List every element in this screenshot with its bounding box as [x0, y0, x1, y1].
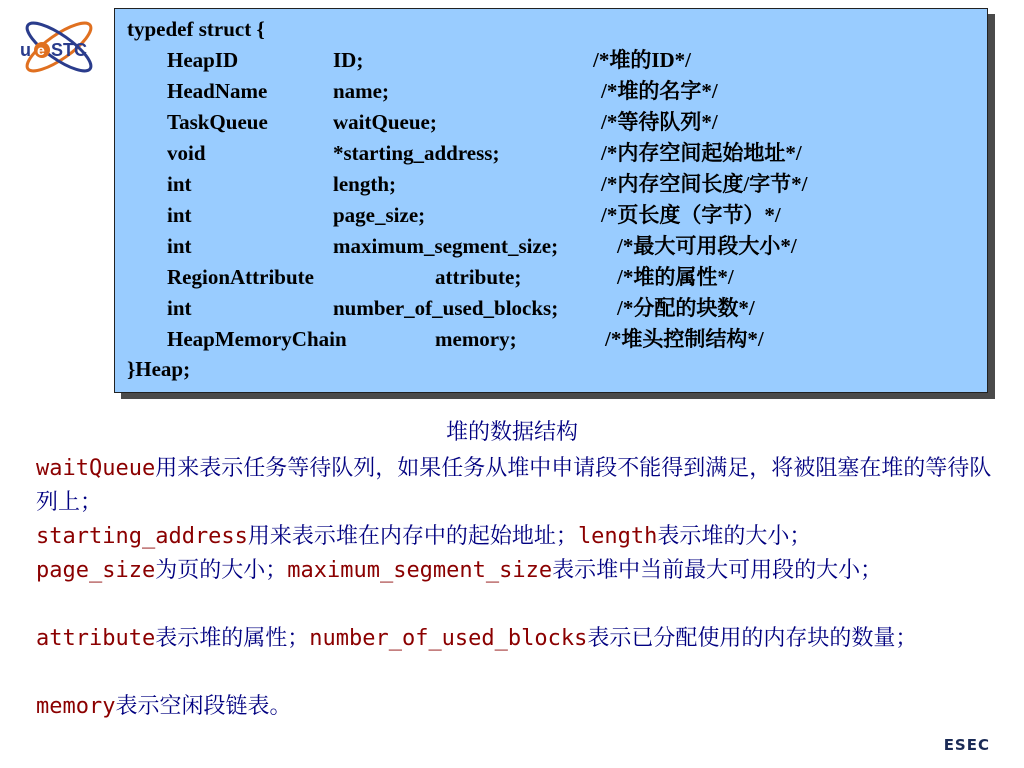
- code-row: [115, 108, 985, 136]
- keyword: number_of_used_blocks: [309, 626, 588, 651]
- description-text: 用来表示堆在内存中的起始地址；: [247, 524, 578, 549]
- keyword: starting_address: [36, 524, 248, 549]
- description-text: 表示堆的大小；: [657, 524, 812, 549]
- code-close-line: }Heap;: [127, 357, 191, 381]
- code-comment: /*内存空间长度/字节*/: [601, 172, 808, 196]
- svg-text:e: e: [37, 42, 45, 58]
- code-comment: /*最大可用段大小*/: [617, 234, 797, 258]
- para-memory: [36, 690, 1006, 724]
- code-name: page_size;: [333, 203, 426, 227]
- code-name: *starting_address;: [333, 141, 500, 165]
- code-type: int: [167, 172, 192, 196]
- code-name: maximum_segment_size;: [333, 234, 559, 258]
- keyword: waitQueue: [36, 456, 156, 481]
- svg-text:STC: STC: [51, 40, 87, 60]
- code-type: int: [167, 234, 192, 258]
- code-type: RegionAttribute: [167, 265, 314, 289]
- code-comment: /*堆头控制结构*/: [605, 327, 764, 351]
- para-attribute: [36, 622, 1006, 656]
- description-text: 表示堆中当前最大可用段的大小；: [552, 558, 883, 583]
- description-text: 表示空闲段链表。: [115, 694, 292, 719]
- description-text: 表示已分配使用的内存块的数量；: [587, 626, 918, 651]
- code-row: [115, 46, 985, 74]
- code-comment: /*页长度（字节）*/: [601, 203, 781, 227]
- figure-caption: 堆的数据结构: [445, 420, 578, 445]
- uestc-logo: [14, 12, 104, 82]
- keyword: length: [577, 524, 658, 549]
- para-starting-address: [36, 520, 1006, 554]
- code-row: [115, 170, 985, 198]
- code-row: [115, 263, 985, 291]
- code-name: ID;: [333, 48, 364, 72]
- code-type: int: [167, 203, 192, 227]
- code-open-line: typedef struct {: [127, 17, 265, 41]
- code-row: [115, 294, 985, 322]
- code-type: HeadName: [167, 79, 268, 103]
- code-type: int: [167, 296, 192, 320]
- uestc-logo-icon: [14, 12, 104, 82]
- code-comment: /*等待队列*/: [601, 110, 718, 134]
- code-name: memory;: [435, 327, 517, 351]
- code-type: TaskQueue: [167, 110, 268, 134]
- code-name: number_of_used_blocks;: [333, 296, 559, 320]
- esec-brand: ESEC: [943, 736, 990, 754]
- code-type: HeapID: [167, 48, 239, 72]
- code-row: [115, 139, 985, 167]
- code-name: length;: [333, 172, 396, 196]
- code-comment: /*堆的ID*/: [593, 48, 692, 72]
- code-comment: /*分配的块数*/: [617, 296, 755, 320]
- code-comment: /*堆的属性*/: [617, 265, 734, 289]
- keyword: maximum_segment_size: [287, 558, 553, 583]
- code-name: attribute;: [435, 265, 522, 289]
- keyword: memory: [36, 694, 116, 719]
- svg-text:u: u: [20, 40, 31, 60]
- code-type: HeapMemoryChain: [167, 327, 347, 351]
- code-type: void: [167, 141, 206, 165]
- code-comment: /*堆的名字*/: [601, 79, 718, 103]
- code-row: [115, 77, 985, 105]
- code-name: waitQueue;: [333, 110, 437, 134]
- description-text: 用来表示任务等待队列，如果任务从堆中申请段不能得到满足，将被阻塞在堆的等待队列上；: [36, 456, 992, 515]
- code-box: [114, 8, 988, 393]
- description-text: 为页的大小；: [155, 558, 288, 583]
- keyword: attribute: [36, 626, 156, 651]
- code-row: [115, 232, 985, 260]
- keyword: page_size: [36, 558, 156, 583]
- code-name: name;: [333, 79, 389, 103]
- code-row: [115, 325, 985, 353]
- description-text: 表示堆的属性；: [155, 626, 310, 651]
- code-row: [115, 201, 985, 229]
- para-waitqueue: [36, 452, 1006, 520]
- para-page-size: [36, 554, 1006, 588]
- code-comment: /*内存空间起始地址*/: [601, 141, 802, 165]
